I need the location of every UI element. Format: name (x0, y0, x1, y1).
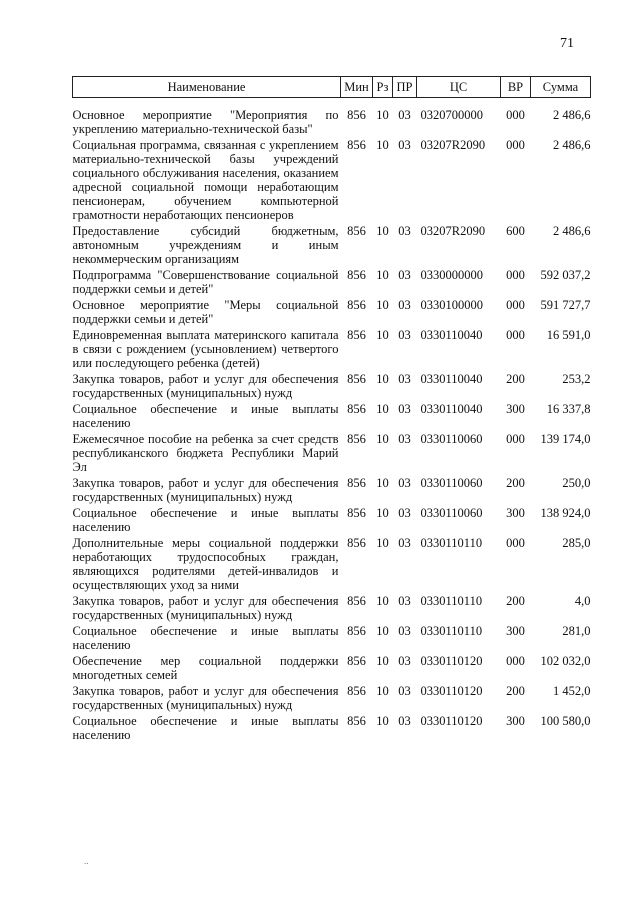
cell-pr: 03 (398, 298, 411, 312)
cell-pr: 03 (398, 536, 411, 550)
cell-min: 856 (347, 108, 366, 122)
cell-rz: 10 (376, 224, 389, 238)
cell-cs: 0330110120 (420, 654, 483, 668)
cell-cs: 0330110060 (420, 476, 483, 490)
header-rz: Рз (373, 77, 393, 98)
cell-pr: 03 (398, 654, 411, 668)
cell-min: 856 (347, 432, 366, 446)
cell-sum: 592 037,2 (540, 268, 591, 282)
table-row (73, 298, 591, 328)
cell-sum: 4,0 (574, 594, 591, 608)
cell-vr: 300 (506, 624, 525, 638)
cell-name: Подпрограмма "Совершенствование социальной поддержки семьи и детей" (72, 268, 339, 296)
cell-vr: 200 (506, 684, 525, 698)
cell-pr: 03 (398, 476, 411, 490)
cell-sum: 281,0 (562, 624, 591, 638)
cell-sum: 138 924,0 (540, 506, 591, 520)
cell-pr: 03 (398, 506, 411, 520)
cell-sum: 102 032,0 (540, 654, 591, 668)
table-body (73, 98, 591, 745)
cell-rz: 10 (376, 298, 389, 312)
cell-min: 856 (347, 268, 366, 282)
cell-vr: 200 (506, 372, 525, 386)
cell-sum: 16 591,0 (546, 328, 591, 342)
cell-rz: 10 (376, 624, 389, 638)
cell-cs: 0330100000 (420, 298, 483, 312)
cell-name: Обеспечение мер социальной поддержки многодетных семей (72, 654, 339, 682)
cell-vr: 000 (506, 108, 525, 122)
cell-rz: 10 (376, 594, 389, 608)
cell-cs: 0330110040 (420, 328, 483, 342)
cell-vr: 600 (506, 224, 525, 238)
table-row (73, 402, 591, 432)
cell-cs: 03207R2090 (420, 224, 486, 238)
cell-sum: 253,2 (562, 372, 591, 386)
cell-min: 856 (347, 714, 366, 728)
cell-min: 856 (347, 138, 366, 152)
cell-pr: 03 (398, 402, 411, 416)
header-pr: ПР (393, 77, 417, 98)
cell-name: Социальная программа, связанная с укреплением материально-технической базы учреждений социального обслуживания населения, оказанием адресной социальной помощи неработающим пенсионерам, обучением компьютерной грамотности неработающих пенсионеров (72, 138, 339, 222)
cell-cs: 03207R2090 (420, 138, 486, 152)
cell-sum: 16 337,8 (546, 402, 591, 416)
cell-cs: 0330110060 (420, 506, 483, 520)
cell-name: Закупка товаров, работ и услуг для обеспечения государственных (муниципальных) нужд (72, 594, 339, 622)
cell-cs: 0330110120 (420, 684, 483, 698)
cell-name: Ежемесячное пособие на ребенка за счет средств республиканского бюджета Республики Марий Эл (72, 432, 339, 474)
cell-pr: 03 (398, 328, 411, 342)
cell-pr: 03 (398, 714, 411, 728)
cell-pr: 03 (398, 594, 411, 608)
table-row (73, 624, 591, 654)
cell-vr: 000 (506, 298, 525, 312)
cell-vr: 000 (506, 268, 525, 282)
cell-name: Закупка товаров, работ и услуг для обеспечения государственных (муниципальных) нужд (72, 684, 339, 712)
cell-vr: 000 (506, 328, 525, 342)
cell-min: 856 (347, 372, 366, 386)
cell-min: 856 (347, 684, 366, 698)
table-row (73, 432, 591, 476)
cell-vr: 300 (506, 714, 525, 728)
cell-name: Закупка товаров, работ и услуг для обеспечения государственных (муниципальных) нужд (72, 476, 339, 504)
table-row (73, 536, 591, 594)
cell-rz: 10 (376, 476, 389, 490)
cell-sum: 1 452,0 (553, 684, 591, 698)
cell-pr: 03 (398, 224, 411, 238)
cell-pr: 03 (398, 432, 411, 446)
cell-name: Дополнительные меры социальной поддержки неработающих трудоспособных граждан, являющихся родителями детей-инвалидов и осуществляющих уход за ними (72, 536, 339, 592)
cell-sum: 2 486,6 (553, 224, 591, 238)
cell-vr: 200 (506, 594, 525, 608)
cell-sum: 2 486,6 (553, 108, 591, 122)
table-header (73, 77, 591, 98)
cell-name: Единовременная выплата материнского капитала в связи с рождением (усыновлением) четвертого или последующего ребенка (детей) (72, 328, 339, 370)
cell-sum: 139 174,0 (540, 432, 591, 446)
cell-name: Основное мероприятие "Мероприятия по укреплению материально-технической базы" (72, 108, 339, 136)
cell-cs: 0330110110 (420, 624, 483, 638)
cell-min: 856 (347, 654, 366, 668)
cell-cs: 0330110110 (420, 594, 483, 608)
table-row (73, 654, 591, 684)
cell-name: Социальное обеспечение и иные выплаты населению (72, 506, 339, 534)
cell-rz: 10 (376, 714, 389, 728)
cell-name: Социальное обеспечение и иные выплаты населению (72, 714, 339, 742)
cell-rz: 10 (376, 684, 389, 698)
cell-min: 856 (347, 624, 366, 638)
cell-sum: 285,0 (562, 536, 591, 550)
table-row (73, 684, 591, 714)
cell-min: 856 (347, 298, 366, 312)
cell-vr: 000 (506, 536, 525, 550)
cell-cs: 0330110120 (420, 714, 483, 728)
cell-rz: 10 (376, 402, 389, 416)
header-sum: Сумма (531, 77, 591, 98)
cell-sum: 250,0 (562, 476, 591, 490)
cell-pr: 03 (398, 684, 411, 698)
header-vr: ВР (501, 77, 531, 98)
cell-rz: 10 (376, 506, 389, 520)
cell-cs: 0330000000 (420, 268, 483, 282)
table-row (73, 98, 591, 139)
table-row (73, 372, 591, 402)
cell-cs: 0330110060 (420, 432, 483, 446)
cell-vr: 300 (506, 506, 525, 520)
cell-sum: 2 486,6 (553, 138, 591, 152)
cell-min: 856 (347, 536, 366, 550)
cell-rz: 10 (376, 372, 389, 386)
cell-cs: 0330110040 (420, 372, 483, 386)
cell-rz: 10 (376, 328, 389, 342)
cell-cs: 0320700000 (420, 108, 483, 122)
cell-cs: 0330110110 (420, 536, 483, 550)
cell-rz: 10 (376, 108, 389, 122)
scan-mark: .. (84, 856, 89, 866)
cell-min: 856 (347, 328, 366, 342)
cell-name: Закупка товаров, работ и услуг для обеспечения государственных (муниципальных) нужд (72, 372, 339, 400)
cell-name: Предоставление субсидий бюджетным, автономным учреждениям и иным некоммерческим организациям (72, 224, 339, 266)
cell-vr: 200 (506, 476, 525, 490)
table-row (73, 476, 591, 506)
table-row (73, 328, 591, 372)
header-name: Наименование (73, 77, 341, 98)
cell-sum: 100 580,0 (540, 714, 591, 728)
table-row (73, 506, 591, 536)
cell-cs: 0330110040 (420, 402, 483, 416)
cell-name: Социальное обеспечение и иные выплаты населению (72, 402, 339, 430)
cell-rz: 10 (376, 138, 389, 152)
cell-sum: 591 727,7 (540, 298, 591, 312)
cell-min: 856 (347, 402, 366, 416)
cell-min: 856 (347, 476, 366, 490)
table-row (73, 138, 591, 224)
cell-name: Основное мероприятие "Меры социальной поддержки семьи и детей" (72, 298, 339, 326)
budget-table (72, 76, 591, 744)
cell-rz: 10 (376, 268, 389, 282)
cell-rz: 10 (376, 536, 389, 550)
cell-vr: 300 (506, 402, 525, 416)
cell-pr: 03 (398, 108, 411, 122)
cell-pr: 03 (398, 268, 411, 282)
cell-pr: 03 (398, 372, 411, 386)
cell-min: 856 (347, 224, 366, 238)
cell-rz: 10 (376, 654, 389, 668)
table-row (73, 594, 591, 624)
table-row (73, 268, 591, 298)
cell-vr: 000 (506, 138, 525, 152)
table-row (73, 714, 591, 744)
cell-pr: 03 (398, 138, 411, 152)
cell-pr: 03 (398, 624, 411, 638)
table-row (73, 224, 591, 268)
cell-min: 856 (347, 594, 366, 608)
cell-vr: 000 (506, 432, 525, 446)
cell-rz: 10 (376, 432, 389, 446)
cell-name: Социальное обеспечение и иные выплаты населению (72, 624, 339, 652)
header-min: Мин (341, 77, 373, 98)
page-number: 71 (560, 36, 574, 51)
cell-min: 856 (347, 506, 366, 520)
cell-vr: 000 (506, 654, 525, 668)
header-cs: ЦС (417, 77, 501, 98)
